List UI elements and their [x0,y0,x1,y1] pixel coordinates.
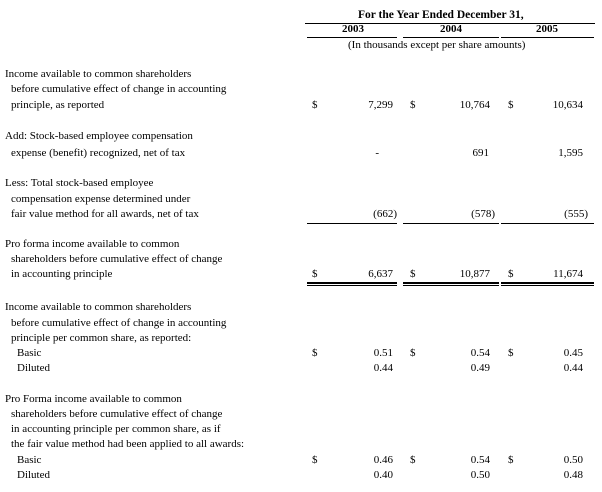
value-2005: 10,634 [552,99,583,111]
value-2005: 11,674 [553,268,583,280]
row-label-line: before cumulative effect of change in accounting [11,83,227,95]
row-label-line: compensation expense determined under [11,193,191,205]
currency-symbol: $ [312,347,318,359]
value-2004: 0.54 [470,347,490,359]
currency-symbol: $ [410,99,416,111]
year-underline-2003 [307,37,397,38]
row-label-line: fair value method for all awards, net of tax [11,208,199,220]
value-2003: 6,637 [368,268,393,280]
table-period-title: For the Year Ended December 31, [358,9,524,21]
currency-symbol: $ [508,347,514,359]
row-label-line: Add: Stock-based employee compensation [5,130,193,142]
value-2004: 10,764 [459,99,490,111]
sub-row-label: Basic [17,454,42,466]
row-label-line: Income available to common shareholders [5,68,192,80]
row-label-line: Income available to common shareholders [5,301,192,313]
value-2003: (662) [373,208,397,220]
total-double-rule-2005-bottom [501,285,594,286]
value-2003: 0.44 [373,362,393,374]
row-label-line: in accounting principle [11,268,113,280]
total-double-rule-2004-bottom [403,285,499,286]
value-2003: 0.46 [373,454,393,466]
row-label-line: Less: Total stock-based employee [5,177,154,189]
year-underline-2005 [501,37,594,38]
value-2003: 0.40 [373,469,393,481]
value-2003: 7,299 [368,99,393,111]
currency-symbol: $ [508,454,514,466]
currency-symbol: $ [410,268,416,280]
currency-symbol: $ [508,99,514,111]
total-double-rule-2004-top [403,282,499,284]
units-note: (In thousands except per share amounts) [348,39,526,51]
year-underline-2004 [403,37,499,38]
subtotal-rule-2003 [307,223,397,224]
year-2004-header: 2004 [440,23,462,35]
value-2005: 0.48 [563,469,583,481]
row-label-line: principle per common share, as reported: [11,332,192,344]
row-label-line: Pro Forma income available to common [5,393,182,405]
subtotal-rule-2004 [403,223,499,224]
sub-row-label: Diluted [17,362,50,374]
currency-symbol: $ [312,454,318,466]
row-label-line: before cumulative effect of change in accounting [11,317,227,329]
subtotal-rule-2005 [501,223,594,224]
year-2005-header: 2005 [536,23,558,35]
row-label-line: expense (benefit) recognized, net of tax [11,147,186,159]
value-2003: - [375,147,379,159]
value-2004: 0.54 [470,454,490,466]
sub-row-label: Basic [17,347,42,359]
value-2004: 0.50 [470,469,490,481]
currency-symbol: $ [312,268,318,280]
value-2005: 1,595 [558,147,583,159]
total-double-rule-2003-bottom [307,285,397,286]
currency-symbol: $ [312,99,318,111]
currency-symbol: $ [410,347,416,359]
value-2005: 0.45 [563,347,583,359]
total-double-rule-2005-top [501,282,594,284]
currency-symbol: $ [508,268,514,280]
total-double-rule-2003-top [307,282,397,284]
row-label-line: the fair value method had been applied to all awards: [11,438,245,450]
value-2005: 0.44 [563,362,583,374]
value-2004: 10,877 [459,268,490,280]
value-2004: (578) [471,208,495,220]
currency-symbol: $ [410,454,416,466]
sub-row-label: Diluted [17,469,50,481]
row-label-line: in accounting principle per common share, as if [11,423,221,435]
row-label-line: Pro forma income available to common [5,238,180,250]
year-2003-header: 2003 [342,23,364,35]
value-2003: 0.51 [373,347,393,359]
value-2005: (555) [564,208,588,220]
row-label-line: shareholders before cumulative effect of change [11,408,223,420]
value-2004: 691 [472,147,489,159]
row-label-line: shareholders before cumulative effect of change [11,253,223,265]
value-2005: 0.50 [563,454,583,466]
value-2004: 0.49 [470,362,490,374]
row-label-line: principle, as reported [11,99,105,111]
